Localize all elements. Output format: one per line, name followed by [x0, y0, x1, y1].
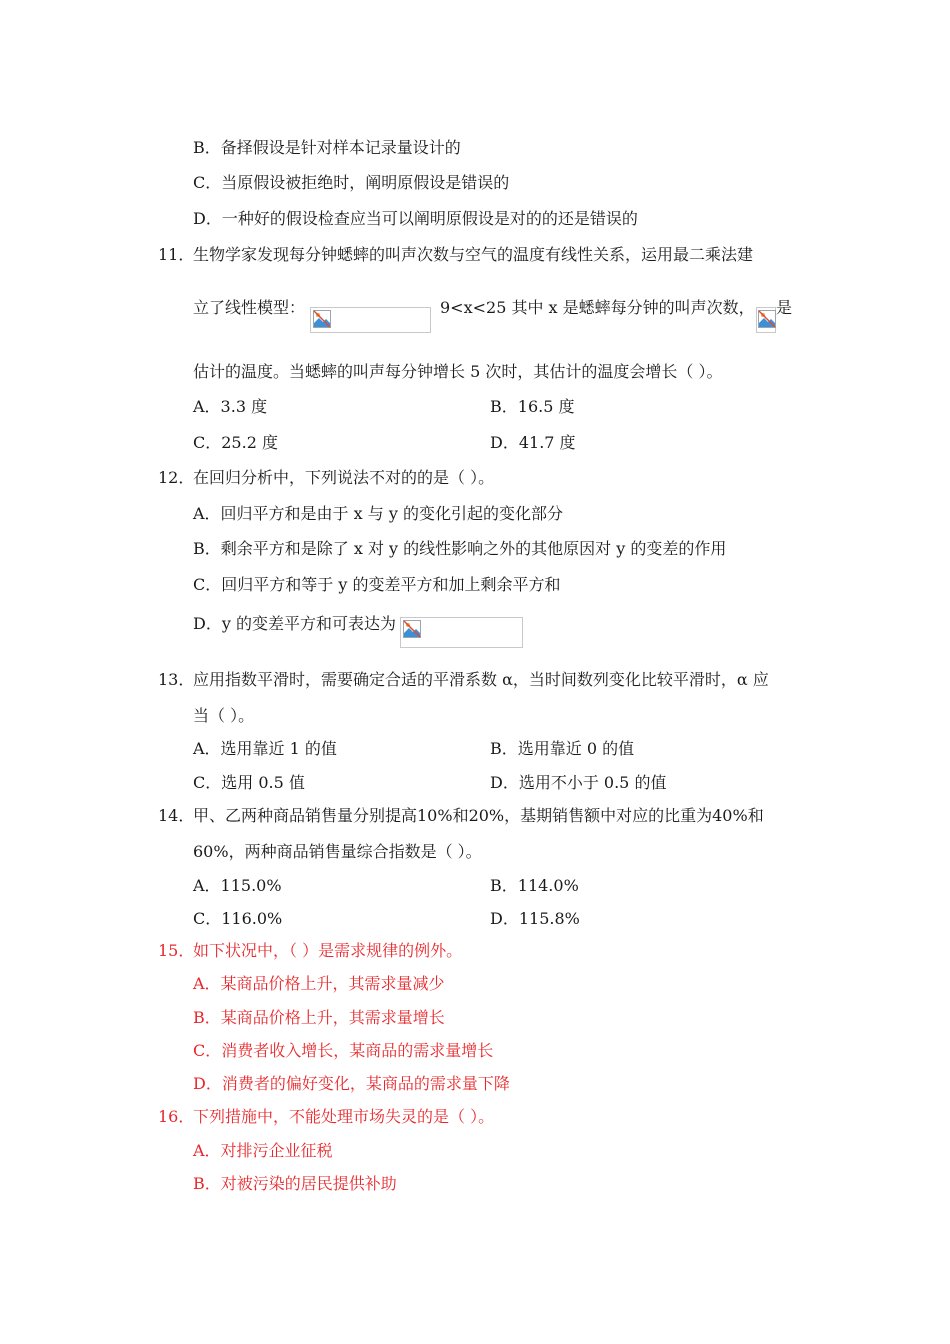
- q16-option-b: B．对被污染的居民提供补助: [193, 1174, 397, 1193]
- formula-image-placeholder: [400, 617, 523, 648]
- q16-number: 16．: [158, 1107, 195, 1126]
- q11-option-b: B．16.5 度: [490, 397, 575, 416]
- q12-option-a: A．回归平方和是由于 x 与 y 的变化引起的变化部分: [193, 504, 563, 523]
- q10-option-c: C．当原假设被拒绝时，阐明原假设是错误的: [193, 173, 510, 192]
- q11-stem-line2a: 立了线性模型：: [193, 298, 306, 317]
- q13-option-d: D．选用不小于 0.5 的值: [490, 773, 667, 792]
- q13-option-b: B．选用靠近 0 的值: [490, 739, 635, 758]
- q11-stem-line3: 估计的温度。当蟋蟀的叫声每分钟增长 5 次时，其估计的温度会增长（ ）。: [193, 362, 723, 381]
- q14-stem-line2: 60%，两种商品销售量综合指数是（ ）。: [193, 842, 482, 861]
- q14-option-c: C．116.0%: [193, 909, 283, 928]
- q14-option-a: A．115.0%: [193, 876, 282, 895]
- q16-option-a: A．对排污企业征税: [193, 1141, 333, 1160]
- q14-stem-line1: 甲、乙两种商品销售量分别提高10%和20%，基期销售额中对应的比重为40%和: [193, 806, 764, 825]
- q12-option-d: D．y 的变差平方和可表达为: [193, 614, 396, 633]
- broken-image-icon: [758, 310, 776, 328]
- q15-option-a: A．某商品价格上升，其需求量减少: [193, 974, 445, 993]
- q12-option-c: C．回归平方和等于 y 的变差平方和加上剩余平方和: [193, 575, 561, 594]
- q11-option-c: C．25.2 度: [193, 433, 278, 452]
- q11-stem-line2c: 是: [776, 298, 793, 317]
- q14-number: 14．: [158, 806, 195, 825]
- q13-option-c: C．选用 0.5 值: [193, 773, 305, 792]
- q12-option-b: B．剩余平方和是除了 x 对 y 的线性影响之外的其他原因对 y 的变差的作用: [193, 539, 727, 558]
- q11-number: 11．: [158, 245, 195, 264]
- q15-option-b: B．某商品价格上升，其需求量增长: [193, 1008, 445, 1027]
- q16-stem: 下列措施中，不能处理市场失灵的是（ ）。: [193, 1107, 495, 1126]
- broken-image-icon: [313, 310, 331, 328]
- q11-stem-line2b: 9<x<25 其中 x 是蟋蟀每分钟的叫声次数，: [440, 298, 755, 317]
- q11-option-d: D．41.7 度: [490, 433, 576, 452]
- q13-option-a: A．选用靠近 1 的值: [193, 739, 337, 758]
- q11-option-a: A．3.3 度: [193, 397, 268, 416]
- q14-option-d: D．115.8%: [490, 909, 580, 928]
- q10-option-b: B．备择假设是针对样本记录量设计的: [193, 138, 461, 157]
- q13-stem-line2: 当（ ）。: [193, 706, 255, 725]
- q12-number: 12．: [158, 468, 195, 487]
- q12-stem: 在回归分析中，下列说法不对的的是（ ）。: [193, 468, 495, 487]
- symbol-image-placeholder: [756, 307, 776, 333]
- q13-number: 13．: [158, 670, 195, 689]
- q13-stem-line1: 应用指数平滑时，需要确定合适的平滑系数 α，当时间数列变化比较平滑时，α 应: [193, 670, 769, 689]
- q15-option-d: D．消费者的偏好变化，某商品的需求量下降: [193, 1074, 510, 1093]
- formula-image-placeholder: [310, 307, 431, 333]
- broken-image-icon: [403, 620, 421, 638]
- q15-stem: 如下状况中，（ ）是需求规律的例外。: [193, 941, 463, 960]
- q15-option-c: C．消费者收入增长，某商品的需求量增长: [193, 1041, 494, 1060]
- q11-stem-line1: 生物学家发现每分钟蟋蟀的叫声次数与空气的温度有线性关系，运用最二乘法建: [193, 245, 754, 264]
- q10-option-d: D．一种好的假设检查应当可以阐明原假设是对的的还是错误的: [193, 209, 638, 228]
- q14-option-b: B．114.0%: [490, 876, 579, 895]
- q15-number: 15．: [158, 941, 195, 960]
